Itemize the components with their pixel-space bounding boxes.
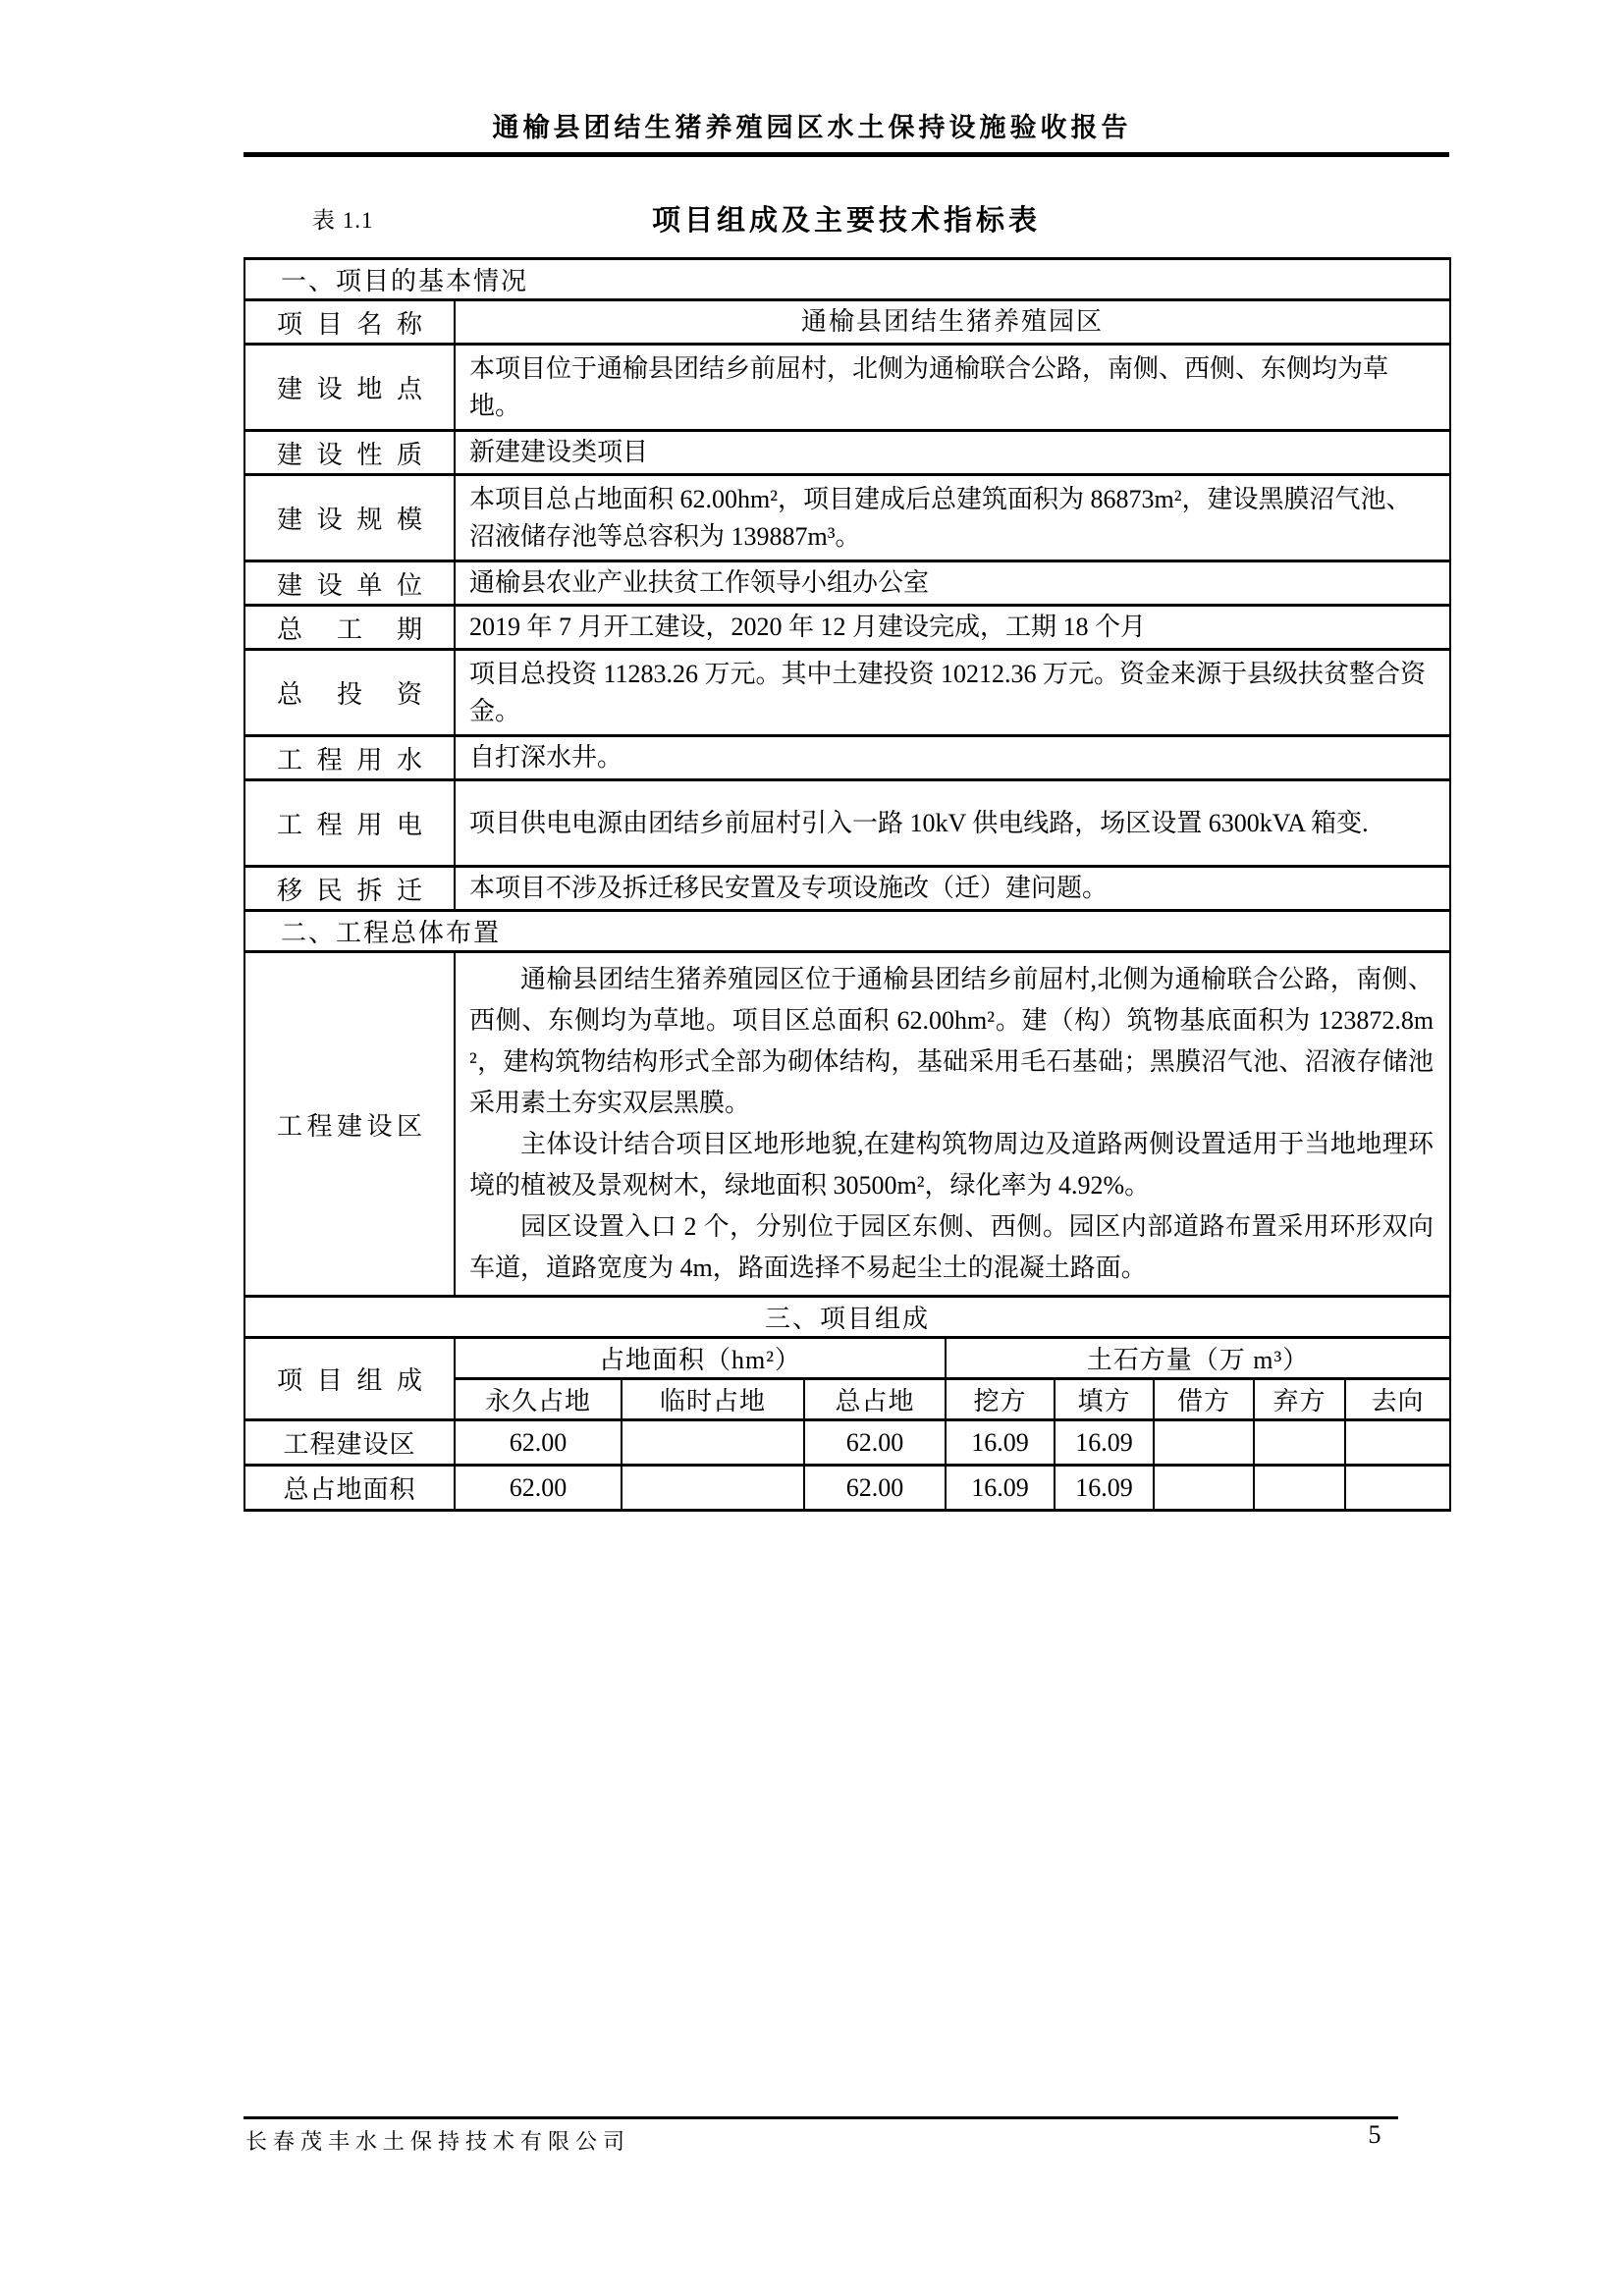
- table-caption: [244, 198, 1449, 243]
- section-title-basic-info: 一、项目的基本情况: [244, 259, 1450, 300]
- composition-data-row: [244, 1420, 1450, 1466]
- table-row: [244, 650, 1450, 736]
- table-row: [244, 345, 1450, 431]
- table-row: [244, 606, 1450, 650]
- row-label: 总占地面积: [244, 1466, 455, 1511]
- row-label: 工程用水: [244, 736, 455, 780]
- layout-paragraph: 通榆县团结生猪养殖园区位于通榆县团结乡前屈村,北侧为通榆联合公路，南侧、西侧、东侧均为草地。项目区总面积 62.00hm²。建（构）筑物基底面积为 123872.8m²，建构筑物结构形式全部为砌体结构，基础采用毛石基础；黑膜沼气池、沼液存储池采用素土夯实双层黑膜。: [469, 965, 1435, 1117]
- layout-paragraph: 园区设置入口 2 个，分别位于园区东侧、西侧。园区内部道路布置采用环形双向车道，道路宽度为 4m，路面选择不易起尘土的混凝土路面。: [469, 1212, 1435, 1282]
- page-header-title: 通榆县团结生猪养殖园区水土保持设施验收报告: [492, 113, 1132, 142]
- section-row-3: [244, 1297, 1450, 1338]
- composition-col1-header: 项目组成: [244, 1338, 455, 1420]
- cell-value: 62.00: [455, 1420, 622, 1466]
- cell-value: [1154, 1466, 1254, 1511]
- cell-value: 62.00: [455, 1466, 622, 1511]
- column-header: 永久占地: [455, 1379, 622, 1420]
- cell-value: [622, 1420, 804, 1466]
- row-value: 项目供电电源由团结乡前屈村引入一路 10kV 供电线路，场区设置 6300kVA 箱变.: [455, 780, 1450, 867]
- row-value: 通榆县团结生猪养殖园区: [455, 300, 1450, 345]
- row-label: 项目名称: [244, 300, 455, 345]
- row-value: 本项目不涉及拆迁移民安置及专项设施改（迁）建问题。: [455, 867, 1450, 911]
- column-header: 借方: [1154, 1379, 1254, 1420]
- table-title: 项目组成及主要技术指标表: [651, 205, 1041, 237]
- row-label: 建设地点: [244, 345, 455, 431]
- row-label: 移民拆迁: [244, 867, 455, 911]
- row-label: 建设单位: [244, 561, 455, 606]
- column-header: 挖方: [946, 1379, 1055, 1420]
- footer-rule: [244, 2116, 1398, 2119]
- column-header: 去向: [1345, 1379, 1450, 1420]
- page-number: 5: [1368, 2120, 1381, 2149]
- layout-paragraph: 主体设计结合项目区地形地貌,在建构筑物周边及道路两侧设置适用于当地地理环境的植被及景观树木，绿地面积 30500m²，绿化率为 4.92%。: [469, 1130, 1435, 1200]
- cell-value: [1345, 1466, 1450, 1511]
- table-number: 表 1.1: [312, 208, 374, 233]
- table-row: [244, 431, 1450, 475]
- column-header: 总占地: [804, 1379, 946, 1420]
- column-header: 弃方: [1254, 1379, 1345, 1420]
- cell-value: [1254, 1420, 1345, 1466]
- row-label: 工程建设区: [244, 1420, 455, 1466]
- cell-value: 62.00: [804, 1420, 946, 1466]
- table-row: [244, 952, 1450, 1297]
- cell-value: [622, 1466, 804, 1511]
- column-header: 填方: [1055, 1379, 1154, 1420]
- header-rule: [244, 152, 1449, 157]
- cell-value: 16.09: [1055, 1420, 1154, 1466]
- section-row-2: [244, 911, 1450, 952]
- cell-value: [1154, 1420, 1254, 1466]
- table-row: [244, 736, 1450, 780]
- section-title-project-composition: 三、项目组成: [244, 1297, 1450, 1338]
- cell-value: 16.09: [946, 1466, 1055, 1511]
- table-row: [244, 780, 1450, 867]
- row-label: 建设性质: [244, 431, 455, 475]
- row-value: 自打深水井。: [455, 736, 1450, 780]
- composition-group2-header: 土石方量（万 m³）: [946, 1338, 1450, 1379]
- table-row: [244, 867, 1450, 911]
- main-table: [244, 257, 1451, 1512]
- row-value: 新建建设类项目: [455, 431, 1450, 475]
- cell-value: [1254, 1466, 1345, 1511]
- section-title-overall-layout: 二、工程总体布置: [244, 911, 1450, 952]
- row-label: 建设规模: [244, 475, 455, 561]
- cell-value: [1345, 1420, 1450, 1466]
- row-value: 通榆县农业产业扶贫工作领导小组办公室: [455, 561, 1450, 606]
- composition-header-row: [244, 1338, 1450, 1379]
- cell-value: 16.09: [1055, 1466, 1154, 1511]
- composition-data-row: [244, 1466, 1450, 1511]
- table-row: [244, 300, 1450, 345]
- row-value: 2019 年 7 月开工建设，2020 年 12 月建设完成，工期 18 个月: [455, 606, 1450, 650]
- footer-company-name: 长春茂丰水土保持技术有限公司: [245, 2129, 631, 2154]
- row-label: 总投资: [244, 650, 455, 736]
- table-row: [244, 475, 1450, 561]
- row-label: 总工期: [244, 606, 455, 650]
- cell-value: 16.09: [946, 1420, 1055, 1466]
- row-value: 项目总投资 11283.26 万元。其中土建投资 10212.36 万元。资金来源于县级扶贫整合资金。: [455, 650, 1450, 736]
- row-value: 本项目位于通榆县团结乡前屈村，北侧为通榆联合公路，南侧、西侧、东侧均为草地。: [455, 345, 1450, 431]
- row-value: [455, 952, 1450, 1297]
- composition-group1-header: 占地面积（hm²）: [455, 1338, 946, 1379]
- column-header: 临时占地: [622, 1379, 804, 1420]
- section-row-1: [244, 259, 1450, 300]
- table-row: [244, 561, 1450, 606]
- row-label: 工程建设区: [244, 952, 455, 1297]
- row-value: 本项目总占地面积 62.00hm²，项目建成后总建筑面积为 86873m²，建设黑膜沼气池、沼液储存池等总容积为 139887m³。: [455, 475, 1450, 561]
- row-label: 工程用电: [244, 780, 455, 867]
- cell-value: 62.00: [804, 1466, 946, 1511]
